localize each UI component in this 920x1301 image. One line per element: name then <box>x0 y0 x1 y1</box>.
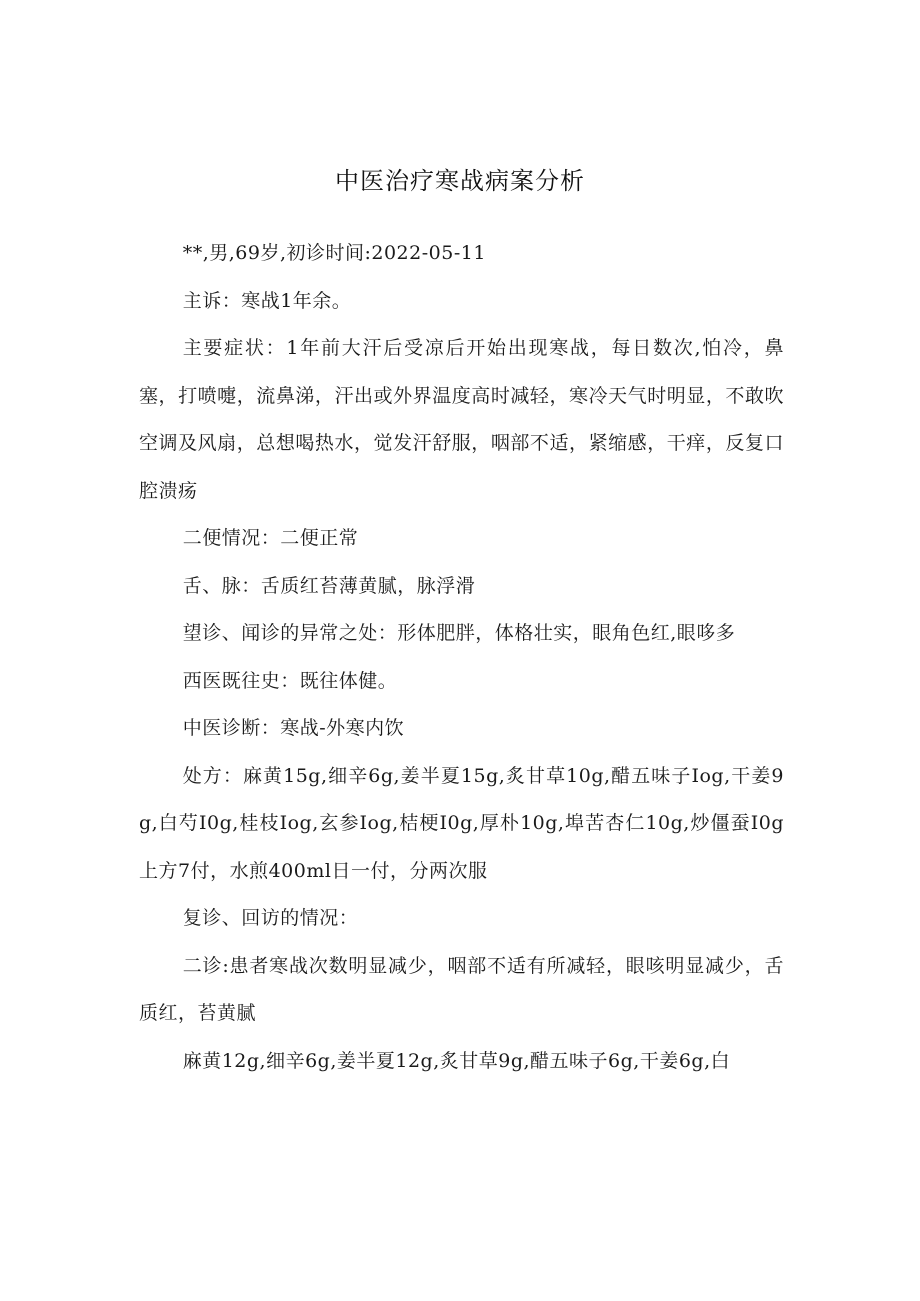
bowel-status: 二便情况：二便正常 <box>182 527 359 549</box>
main-symptoms: 主要症状：1年前大汗后受凉后开始出现寒战，每日数次,怕冷，鼻塞，打喷嚏，流鼻涕，汗出或外界温度高时减轻，寒冷天气时明显，不敢吹空调及风扇，总想喝热水，觉发汗舒服，咽部不适，紧缩感，干痒，反复口腔溃疡 <box>139 337 784 502</box>
tongue-pulse: 舌、脉：舌质红苔薄黄腻，脉浮滑 <box>182 574 476 597</box>
chief-complaint: 主诉：寒战1年余。 <box>182 289 352 312</box>
follow-up-heading: 复诊、回访的情况： <box>182 907 359 929</box>
western-history: 西医既往史：既往体健。 <box>182 669 398 692</box>
patient-info: **,男,69岁,初诊时间:2022-05-11 <box>182 242 486 264</box>
prescription: 处方：麻黄15g,细辛6g,姜半夏15g,炙甘草10g,醋五味子Iog,干姜9g,白芍I0g,桂枝Iog,玄参Iog,桔梗I0g,厚朴10g,埠苦杏仁10g,炒僵蚕I0g上方7付，水煎400ml日一付，分两次服 <box>139 764 784 882</box>
tcm-diagnosis: 中医诊断：寒战-外寒内饮 <box>182 717 405 739</box>
second-prescription: 麻黄12g,细辛6g,姜半夏12g,炙甘草9g,醋五味子6g,干姜6g,白 <box>182 1049 731 1072</box>
document-title: 中医治疗寒战病案分析 <box>335 167 585 195</box>
document-body <box>139 230 784 1085</box>
second-visit: 二诊:患者寒战次数明显减少，咽部不适有所减轻，眼咳明显减少，舌质红，苔黄腻 <box>139 954 784 1024</box>
inspection-findings: 望诊、闻诊的异常之处：形体肥胖，体格壮实，眼角色红,眼哆多 <box>182 622 736 644</box>
